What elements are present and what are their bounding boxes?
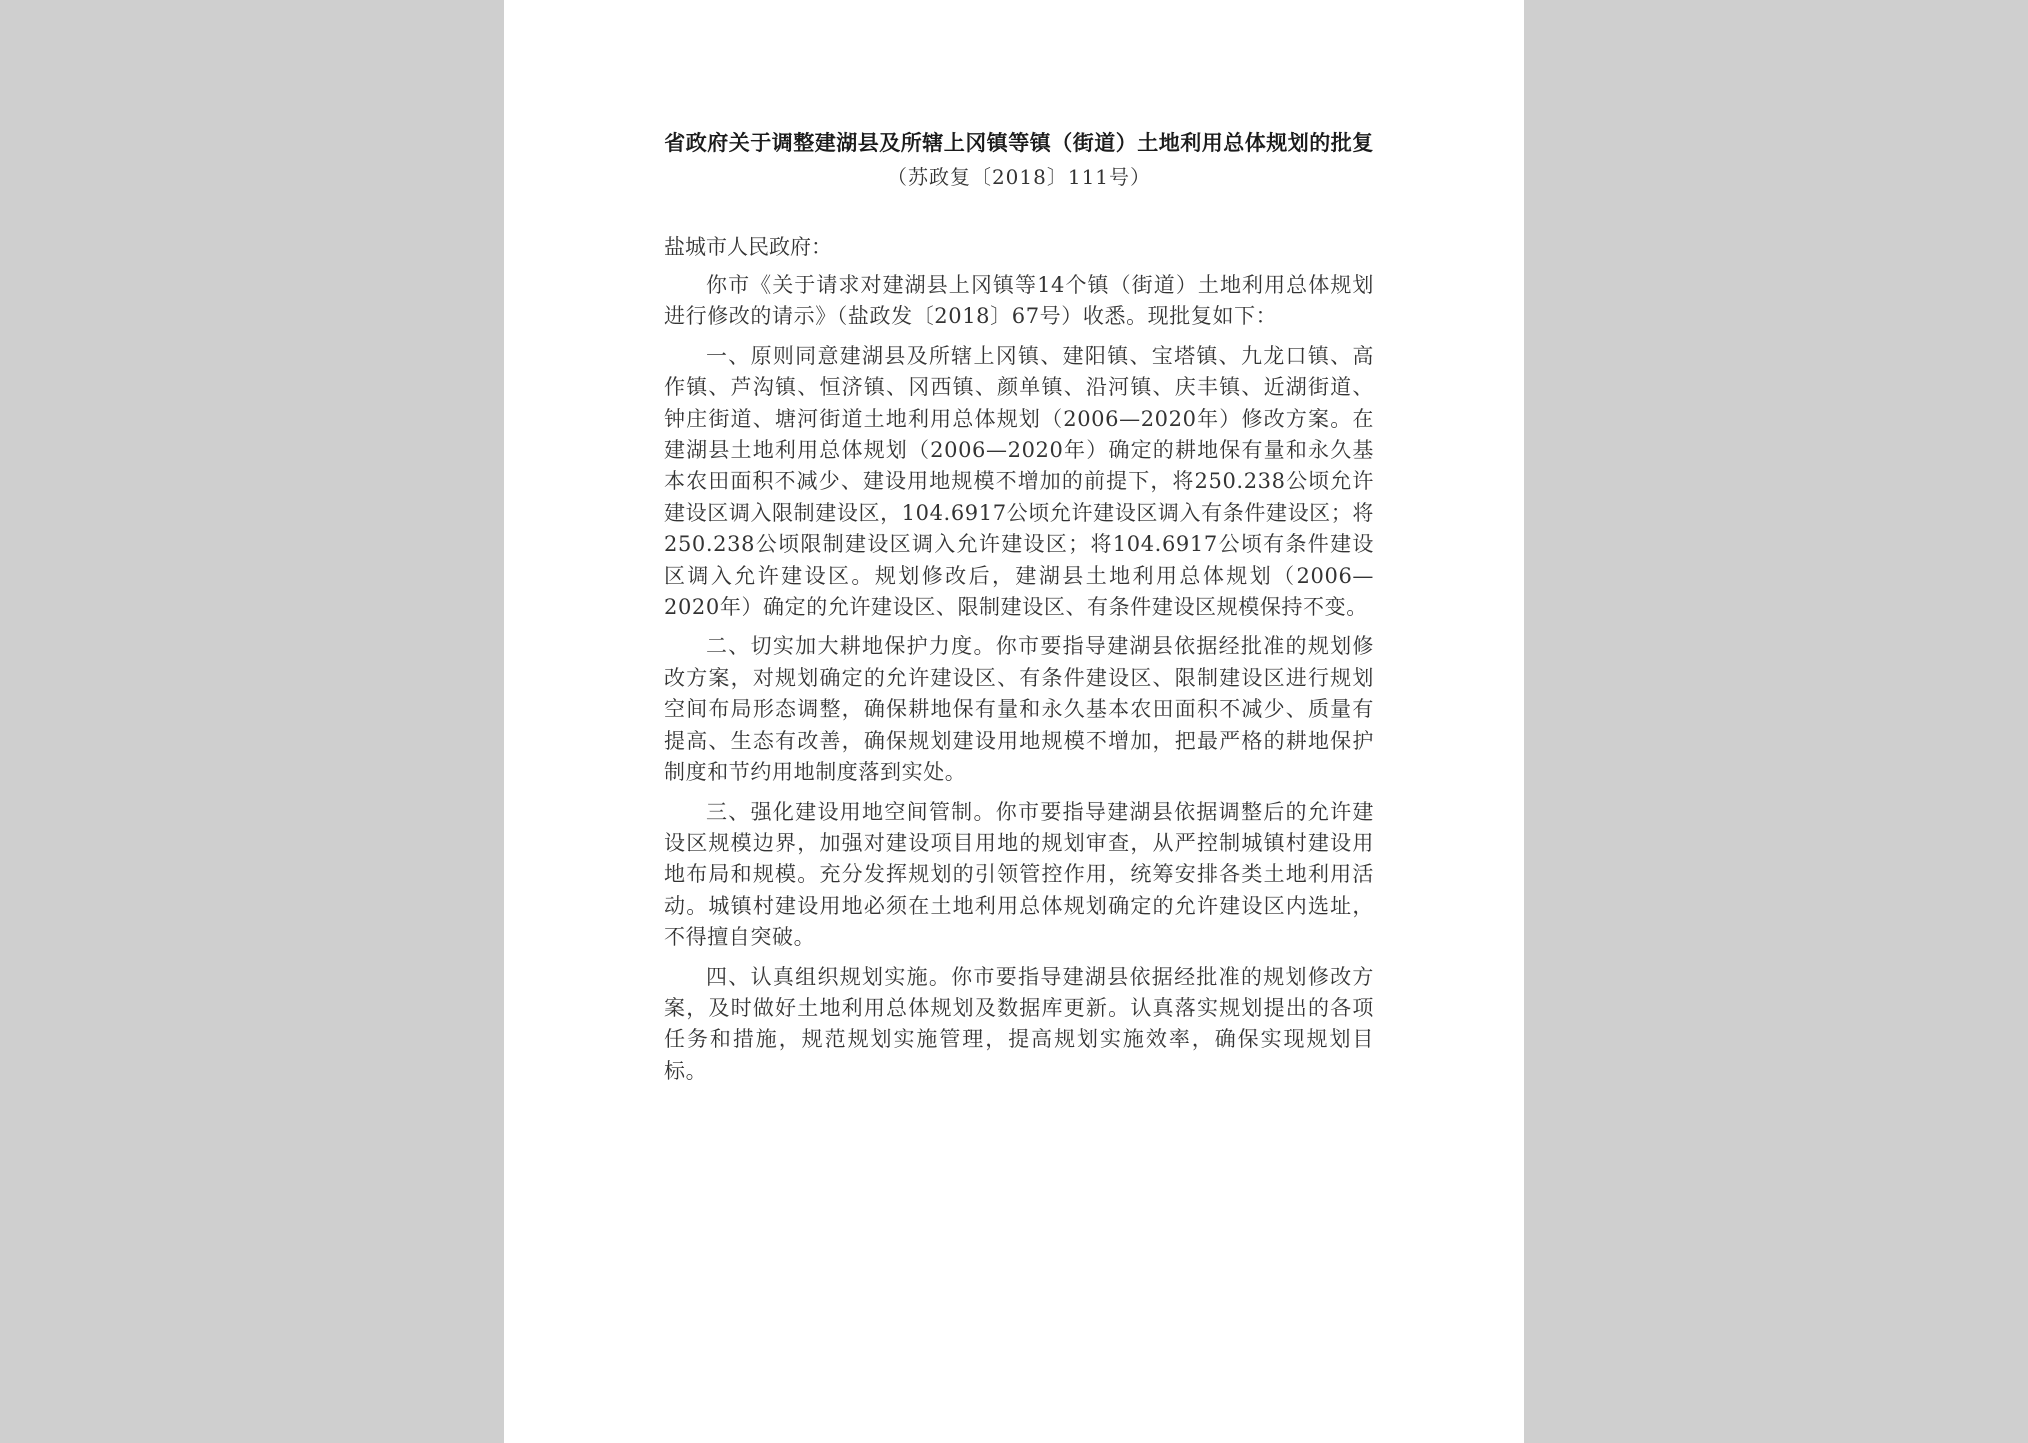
paragraph-item-3: 三、强化建设用地空间管制。你市要指导建湖县依据调整后的允许建设区规模边界，加强对建设项目用地的规划审查，从严控制城镇村建设用地布局和规模。充分发挥规划的引领管控作用，统筹安排各类土地利用活动。城镇村建设用地必须在土地利用总体规划确定的允许建设区内选址，不得擅自突破。: [664, 799, 1374, 950]
document-page: [504, 0, 1524, 1443]
salutation: 盐城市人民政府：: [664, 235, 832, 259]
paragraph-item-2: 二、切实加大耕地保护力度。你市要指导建湖县依据经批准的规划修改方案，对规划确定的允许建设区、有条件建设区、限制建设区进行规划空间布局形态调整，确保耕地保有量和永久基本农田面积不减少、质量有提高、生态有改善，确保规划建设用地规模不增加，把最严格的耕地保护制度和节约用地制度落到实处。: [664, 634, 1374, 785]
paragraph-item-4: 四、认真组织规划实施。你市要指导建湖县依据经批准的规划修改方案，及时做好土地利用总体规划及数据库更新。认真落实规划提出的各项任务和措施，规范规划实施管理，提高规划实施效率，确保实现规划目标。: [664, 964, 1374, 1083]
document-number: （苏政复〔2018〕111号）: [886, 165, 1152, 189]
document-title: 省政府关于调整建湖县及所辖上冈镇等镇（街道）土地利用总体规划的批复: [664, 131, 1374, 155]
paragraph-intro: 你市《关于请求对建湖县上冈镇等14个镇（街道）土地利用总体规划进行修改的请示》（盐政发〔2018〕67号）收悉。现批复如下：: [664, 273, 1374, 329]
paragraph-item-1: 一、原则同意建湖县及所辖上冈镇、建阳镇、宝塔镇、九龙口镇、高作镇、芦沟镇、恒济镇、冈西镇、颜单镇、沿河镇、庆丰镇、近湖街道、钟庄街道、塘河街道土地利用总体规划（2006—2020年）修改方案。在建湖县土地利用总体规划（2006—2020年）确定的耕地保有量和永久基本农田面积不减少、建设用地规模不增加的前提下，将250.238公顷允许建设区调入限制建设区，104.6917公顷允许建设区调入有条件建设区；将250.238公顷限制建设区调入允许建设区；将104.6917公顷有条件建设区调入允许建设区。规划修改后，建湖县土地利用总体规划（2006—2020年）确定的允许建设区、限制建设区、有条件建设区规模保持不变。: [664, 343, 1374, 620]
document-content: [664, 128, 1374, 1087]
